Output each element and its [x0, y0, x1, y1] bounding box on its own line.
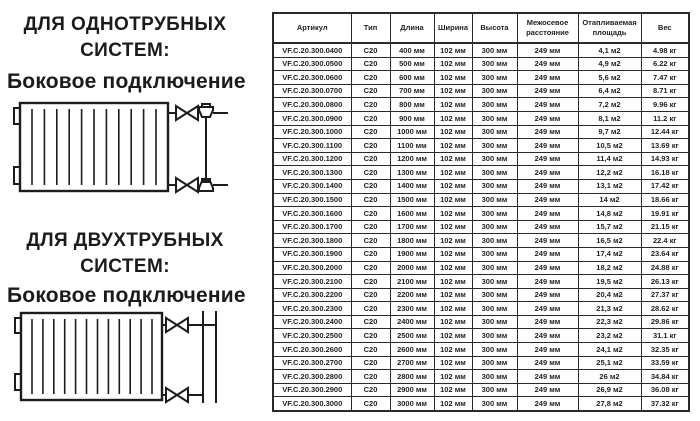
table-cell: 18,2 м2	[578, 261, 641, 275]
table-cell: VF.C.20.300.1600	[273, 207, 351, 221]
two-pipe-heading-line2: СИСТЕМ:	[80, 256, 170, 277]
table-cell: VF.C.20.300.0700	[273, 84, 351, 98]
table-row	[273, 329, 689, 343]
table-cell: 102 мм	[434, 125, 472, 139]
table-cell: 900 мм	[390, 111, 434, 125]
table-cell: 102 мм	[434, 356, 472, 370]
table-cell: 249 мм	[517, 166, 578, 180]
table-cell: 12,2 м2	[578, 166, 641, 180]
table-cell: C20	[351, 71, 390, 85]
table-cell: 24.88 кг	[641, 261, 689, 275]
table-cell: 23.64 кг	[641, 247, 689, 261]
col-header-weight: Вес	[641, 13, 689, 43]
table-cell: VF.C.20.300.2700	[273, 356, 351, 370]
table-cell: 102 мм	[434, 343, 472, 357]
bracket-icon	[14, 167, 20, 184]
table-cell: 4,1 м2	[578, 43, 641, 57]
table-cell: VF.C.20.300.0900	[273, 111, 351, 125]
table-cell: C20	[351, 57, 390, 71]
table-cell: C20	[351, 247, 390, 261]
table-row	[273, 179, 689, 193]
table-cell: 28.62 кг	[641, 302, 689, 316]
table-cell: 24,1 м2	[578, 343, 641, 357]
table-cell: 300 мм	[472, 315, 517, 329]
table-cell: 22.4 кг	[641, 234, 689, 248]
table-cell: 102 мм	[434, 315, 472, 329]
table-cell: 1100 мм	[390, 139, 434, 153]
table-cell: 19,5 м2	[578, 275, 641, 289]
table-cell: 13,1 м2	[578, 179, 641, 193]
col-header-article: Артикул	[273, 13, 351, 43]
table-cell: 26.13 кг	[641, 275, 689, 289]
table-cell: C20	[351, 125, 390, 139]
table-row	[273, 315, 689, 329]
table-cell: C20	[351, 193, 390, 207]
table-cell: 300 мм	[472, 275, 517, 289]
bracket-icon	[15, 374, 21, 390]
table-row	[273, 356, 689, 370]
table-cell: 26 м2	[578, 370, 641, 384]
col-header-type: Тип	[351, 13, 390, 43]
table-cell: 300 мм	[472, 220, 517, 234]
table-cell: 249 мм	[517, 261, 578, 275]
table-cell: C20	[351, 84, 390, 98]
table-cell: 300 мм	[472, 43, 517, 57]
table-cell: VF.C.20.300.2400	[273, 315, 351, 329]
table-cell: 29.86 кг	[641, 315, 689, 329]
table-cell: 600 мм	[390, 71, 434, 85]
table-cell: VF.C.20.300.0400	[273, 43, 351, 57]
table-cell: 249 мм	[517, 111, 578, 125]
table-cell: 249 мм	[517, 193, 578, 207]
table-cell: 102 мм	[434, 397, 472, 411]
table-cell: VF.C.20.300.1100	[273, 139, 351, 153]
table-cell: 12.44 кг	[641, 125, 689, 139]
table-cell: VF.C.20.300.1800	[273, 234, 351, 248]
table-cell: 6.22 кг	[641, 57, 689, 71]
single-pipe-heading	[0, 12, 250, 64]
table-cell: 102 мм	[434, 207, 472, 221]
table-cell: 300 мм	[472, 329, 517, 343]
table-cell: 1200 мм	[390, 152, 434, 166]
table-row	[273, 370, 689, 384]
table-cell: 102 мм	[434, 111, 472, 125]
col-header-height: Высота	[472, 13, 517, 43]
table-cell: 300 мм	[472, 111, 517, 125]
single-pipe-heading-line2: СИСТЕМ:	[80, 40, 170, 61]
table-cell: 300 мм	[472, 71, 517, 85]
table-cell: 33.59 кг	[641, 356, 689, 370]
col-header-length: Длина	[390, 13, 434, 43]
table-cell: 102 мм	[434, 166, 472, 180]
table-cell: C20	[351, 152, 390, 166]
table-cell: C20	[351, 356, 390, 370]
table-cell: 17,4 м2	[578, 247, 641, 261]
two-pipe-diagram	[0, 303, 250, 411]
table-cell: C20	[351, 139, 390, 153]
table-cell: 5,6 м2	[578, 71, 641, 85]
table-cell: 300 мм	[472, 166, 517, 180]
table-cell: 102 мм	[434, 329, 472, 343]
table-cell: 16,5 м2	[578, 234, 641, 248]
table-cell: 22,3 м2	[578, 315, 641, 329]
table-cell: C20	[351, 315, 390, 329]
table-cell: 102 мм	[434, 43, 472, 57]
table-row	[273, 220, 689, 234]
table-cell: C20	[351, 288, 390, 302]
table-cell: 102 мм	[434, 261, 472, 275]
table-cell: 21,3 м2	[578, 302, 641, 316]
table-row	[273, 234, 689, 248]
table-cell: 300 мм	[472, 139, 517, 153]
table-cell: 249 мм	[517, 139, 578, 153]
table-row	[273, 125, 689, 139]
table-cell: 300 мм	[472, 57, 517, 71]
table-cell: 2700 мм	[390, 356, 434, 370]
table-cell: 2100 мм	[390, 275, 434, 289]
table-cell: 300 мм	[472, 84, 517, 98]
table-cell: 4.98 кг	[641, 43, 689, 57]
table-cell: 1800 мм	[390, 234, 434, 248]
table-cell: 249 мм	[517, 275, 578, 289]
table-cell: 34.84 кг	[641, 370, 689, 384]
table-cell: 10,5 м2	[578, 139, 641, 153]
table-cell: 800 мм	[390, 98, 434, 112]
table-cell: 102 мм	[434, 98, 472, 112]
table-cell: 300 мм	[472, 234, 517, 248]
table-cell: 300 мм	[472, 207, 517, 221]
table-cell: 2200 мм	[390, 288, 434, 302]
table-row	[273, 261, 689, 275]
bracket-icon	[14, 108, 20, 124]
table-cell: 102 мм	[434, 193, 472, 207]
table-cell: 500 мм	[390, 57, 434, 71]
table-cell: 249 мм	[517, 343, 578, 357]
table-cell: VF.C.20.300.2100	[273, 275, 351, 289]
col-header-heated-area: Отапливаемая площадь	[578, 13, 641, 43]
table-cell: 102 мм	[434, 302, 472, 316]
header-row	[273, 13, 689, 43]
table-cell: 249 мм	[517, 356, 578, 370]
table-cell: 7,2 м2	[578, 98, 641, 112]
table-cell: 11.2 кг	[641, 111, 689, 125]
table-row	[273, 43, 689, 57]
table-cell: 7.47 кг	[641, 71, 689, 85]
table-cell: 249 мм	[517, 220, 578, 234]
table-row	[273, 247, 689, 261]
table-cell: 9.96 кг	[641, 98, 689, 112]
table-cell: 249 мм	[517, 315, 578, 329]
table-cell: 2400 мм	[390, 315, 434, 329]
table-cell: 102 мм	[434, 247, 472, 261]
table-cell: VF.C.20.300.1300	[273, 166, 351, 180]
table-cell: 2600 мм	[390, 343, 434, 357]
two-pipe-diagram-svg	[0, 303, 250, 411]
spec-table	[272, 12, 690, 412]
table-cell: 300 мм	[472, 261, 517, 275]
table-cell: 27.37 кг	[641, 288, 689, 302]
table-cell: 300 мм	[472, 193, 517, 207]
table-cell: 102 мм	[434, 179, 472, 193]
table-cell: 300 мм	[472, 397, 517, 411]
table-row	[273, 383, 689, 397]
table-cell: VF.C.20.300.1500	[273, 193, 351, 207]
table-cell: 15,7 м2	[578, 220, 641, 234]
table-cell: C20	[351, 275, 390, 289]
table-cell: C20	[351, 111, 390, 125]
table-cell: 102 мм	[434, 152, 472, 166]
table-cell: 26,9 м2	[578, 383, 641, 397]
table-cell: C20	[351, 397, 390, 411]
table-cell: 31.1 кг	[641, 329, 689, 343]
table-cell: VF.C.20.300.2900	[273, 383, 351, 397]
table-cell: 9,7 м2	[578, 125, 641, 139]
table-row	[273, 343, 689, 357]
table-cell: 300 мм	[472, 179, 517, 193]
table-cell: 1900 мм	[390, 247, 434, 261]
table-cell: C20	[351, 343, 390, 357]
two-pipe-heading	[0, 228, 250, 280]
table-row	[273, 275, 689, 289]
table-cell: 249 мм	[517, 98, 578, 112]
table-row	[273, 84, 689, 98]
table-cell: 249 мм	[517, 247, 578, 261]
table-cell: VF.C.20.300.1000	[273, 125, 351, 139]
table-cell: 102 мм	[434, 220, 472, 234]
table-cell: 2000 мм	[390, 261, 434, 275]
table-cell: 300 мм	[472, 302, 517, 316]
table-cell: C20	[351, 302, 390, 316]
valve-icon	[166, 388, 188, 402]
table-cell: C20	[351, 329, 390, 343]
table-cell: 102 мм	[434, 383, 472, 397]
table-cell: VF.C.20.300.2200	[273, 288, 351, 302]
bracket-icon	[15, 318, 21, 333]
table-cell: 1300 мм	[390, 166, 434, 180]
table-cell: C20	[351, 383, 390, 397]
single-pipe-diagram-svg	[0, 95, 250, 199]
table-cell: 300 мм	[472, 356, 517, 370]
table-cell: 1500 мм	[390, 193, 434, 207]
table-cell: VF.C.20.300.1900	[273, 247, 351, 261]
table-cell: 249 мм	[517, 234, 578, 248]
table-cell: 4,9 м2	[578, 57, 641, 71]
table-cell: VF.C.20.300.3000	[273, 397, 351, 411]
table-cell: 102 мм	[434, 71, 472, 85]
table-cell: 249 мм	[517, 383, 578, 397]
table-row	[273, 71, 689, 85]
table-cell: 102 мм	[434, 234, 472, 248]
spec-table-head	[273, 13, 689, 43]
table-cell: 20,4 м2	[578, 288, 641, 302]
table-cell: 2900 мм	[390, 383, 434, 397]
table-cell: 2300 мм	[390, 302, 434, 316]
table-cell: 400 мм	[390, 43, 434, 57]
table-cell: 36.08 кг	[641, 383, 689, 397]
table-cell: 249 мм	[517, 288, 578, 302]
table-cell: 25,1 м2	[578, 356, 641, 370]
table-cell: 1700 мм	[390, 220, 434, 234]
two-pipe-subtitle: Боковое подключение	[7, 284, 246, 307]
table-cell: 249 мм	[517, 125, 578, 139]
table-cell: C20	[351, 43, 390, 57]
valve-icon	[176, 178, 198, 192]
table-cell: 249 мм	[517, 329, 578, 343]
table-cell: 249 мм	[517, 43, 578, 57]
table-row	[273, 288, 689, 302]
table-cell: 18.66 кг	[641, 193, 689, 207]
spec-table-body	[273, 43, 689, 411]
table-cell: 1600 мм	[390, 207, 434, 221]
table-cell: 14.93 кг	[641, 152, 689, 166]
valve-icon	[176, 106, 198, 120]
table-cell: 2500 мм	[390, 329, 434, 343]
table-cell: 300 мм	[472, 343, 517, 357]
table-cell: 300 мм	[472, 98, 517, 112]
single-pipe-diagram	[0, 95, 250, 199]
table-cell: VF.C.20.300.2600	[273, 343, 351, 357]
table-cell: VF.C.20.300.2500	[273, 329, 351, 343]
table-cell: 8.71 кг	[641, 84, 689, 98]
table-cell: C20	[351, 179, 390, 193]
table-row	[273, 111, 689, 125]
radiator-fins	[32, 109, 156, 185]
table-cell: VF.C.20.300.1400	[273, 179, 351, 193]
col-header-width: Ширина	[434, 13, 472, 43]
table-cell: 249 мм	[517, 397, 578, 411]
table-cell: 6,4 м2	[578, 84, 641, 98]
table-row	[273, 193, 689, 207]
table-cell: 102 мм	[434, 84, 472, 98]
table-cell: 249 мм	[517, 207, 578, 221]
union-fitting-icon	[199, 179, 213, 191]
table-cell: 300 мм	[472, 152, 517, 166]
valve-icon	[166, 318, 188, 332]
table-cell: 13.69 кг	[641, 139, 689, 153]
table-cell: 27,8 м2	[578, 397, 641, 411]
table-cell: 17.42 кг	[641, 179, 689, 193]
table-cell: VF.C.20.300.0500	[273, 57, 351, 71]
table-cell: C20	[351, 166, 390, 180]
table-cell: 249 мм	[517, 302, 578, 316]
table-cell: C20	[351, 207, 390, 221]
table-cell: VF.C.20.300.0600	[273, 71, 351, 85]
table-cell: 300 мм	[472, 383, 517, 397]
table-row	[273, 397, 689, 411]
table-cell: C20	[351, 98, 390, 112]
table-cell: 300 мм	[472, 370, 517, 384]
table-cell: 102 мм	[434, 139, 472, 153]
table-cell: 32.35 кг	[641, 343, 689, 357]
two-pipe-heading-line1: ДЛЯ ДВУХТРУБНЫХ	[26, 230, 224, 251]
table-cell: VF.C.20.300.1700	[273, 220, 351, 234]
table-cell: 249 мм	[517, 84, 578, 98]
table-cell: 37.32 кг	[641, 397, 689, 411]
table-cell: 102 мм	[434, 288, 472, 302]
table-cell: 249 мм	[517, 152, 578, 166]
table-cell: VF.C.20.300.2300	[273, 302, 351, 316]
single-pipe-heading-line1: ДЛЯ ОДНОТРУБНЫХ	[23, 14, 227, 35]
table-cell: C20	[351, 220, 390, 234]
table-cell: 16.18 кг	[641, 166, 689, 180]
table-row	[273, 98, 689, 112]
table-cell: 19.91 кг	[641, 207, 689, 221]
table-cell: C20	[351, 234, 390, 248]
table-cell: 102 мм	[434, 275, 472, 289]
table-cell: 23,2 м2	[578, 329, 641, 343]
table-cell: 300 мм	[472, 288, 517, 302]
table-cell: VF.C.20.300.1200	[273, 152, 351, 166]
table-cell: 11,4 м2	[578, 152, 641, 166]
table-cell: 700 мм	[390, 84, 434, 98]
table-cell: 249 мм	[517, 370, 578, 384]
table-row	[273, 207, 689, 221]
table-cell: 249 мм	[517, 71, 578, 85]
single-pipe-subtitle: Боковое подключение	[7, 70, 246, 93]
table-cell: 102 мм	[434, 57, 472, 71]
table-cell: 300 мм	[472, 125, 517, 139]
table-row	[273, 139, 689, 153]
table-cell: 2800 мм	[390, 370, 434, 384]
table-cell: 21.15 кг	[641, 220, 689, 234]
col-header-axis-distance: Межосевое расстояние	[517, 13, 578, 43]
table-row	[273, 57, 689, 71]
table-cell: 249 мм	[517, 179, 578, 193]
left-panel	[0, 0, 268, 421]
radiator-fins	[32, 319, 152, 394]
union-fitting-icon	[199, 104, 213, 117]
table-cell: C20	[351, 370, 390, 384]
table-cell: 1400 мм	[390, 179, 434, 193]
table-cell: 1000 мм	[390, 125, 434, 139]
table-cell: VF.C.20.300.2000	[273, 261, 351, 275]
table-cell: C20	[351, 261, 390, 275]
table-row	[273, 166, 689, 180]
table-cell: 8,1 м2	[578, 111, 641, 125]
table-cell: 249 мм	[517, 57, 578, 71]
table-cell: 102 мм	[434, 370, 472, 384]
table-row	[273, 302, 689, 316]
table-cell: 300 мм	[472, 247, 517, 261]
table-row	[273, 152, 689, 166]
table-cell: 14,8 м2	[578, 207, 641, 221]
table-cell: 14 м2	[578, 193, 641, 207]
table-cell: VF.C.20.300.2800	[273, 370, 351, 384]
table-cell: VF.C.20.300.0800	[273, 98, 351, 112]
table-cell: 3000 мм	[390, 397, 434, 411]
